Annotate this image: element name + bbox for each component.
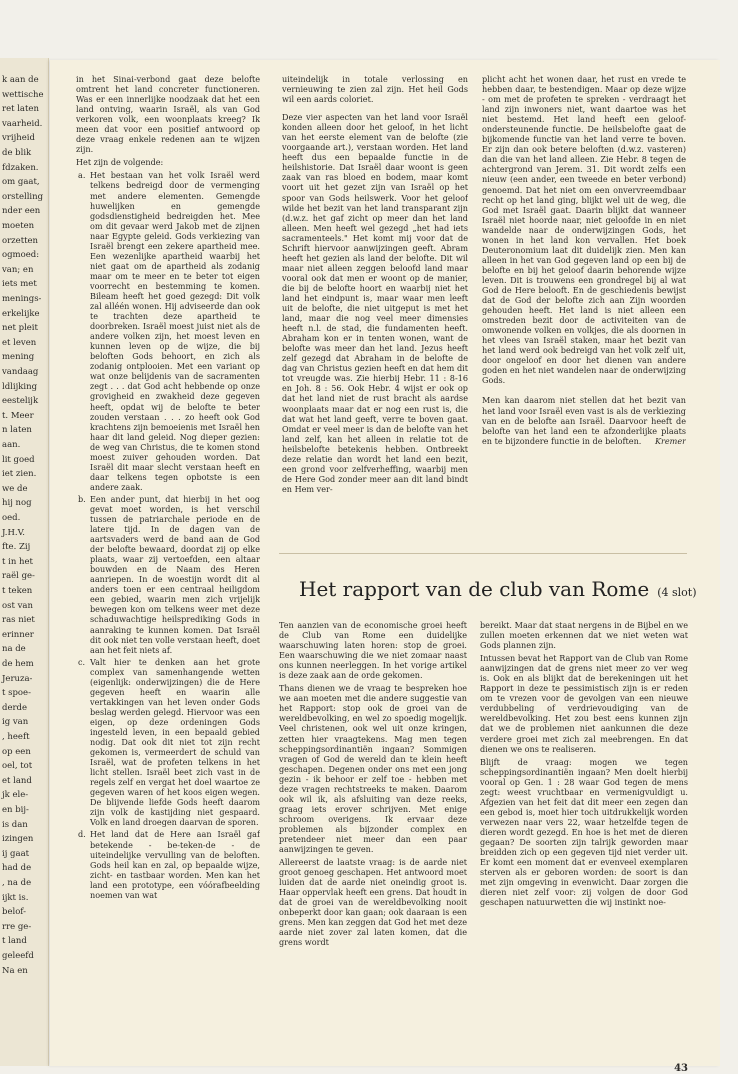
column-1-list-item <box>76 829 260 899</box>
previous-page-fragment: t in het <box>2 556 33 567</box>
article-title: Het rapport van de club van Rome <box>299 577 650 601</box>
previous-page-fragment: jk ele- <box>2 790 29 801</box>
column-4-para-3: Allereerst de laatste vraag: is de aarde niet groot genoeg geschapen. Het antwoord moet luiden dat de aarde niet oneindig groot is. Haar oppervlak heeft een grens. Dat houdt in dat de groei van de wereldbevolking nooit onbeperkt door kan gaan; ook daaraan is een grens. Men kan zeggen dat God het met deze aarde niet zover zal laten komen, dat die grens wordt <box>279 857 467 948</box>
list-item-label: d. <box>78 829 86 840</box>
previous-page-fragment: ogmoed: <box>2 250 40 261</box>
previous-page-fragment: et leven <box>2 337 37 348</box>
previous-page-fragment: mening <box>2 352 35 363</box>
previous-page-fragment: na de <box>2 644 26 655</box>
previous-page-fragment: belof- <box>2 907 27 918</box>
previous-page-fragment: geleefd <box>2 951 34 961</box>
column-2-para-1: uiteindelijk in totale verlossing en vernieuwing te zien zal zijn. Het heil Gods wil een aards coloriet. <box>282 74 468 105</box>
column-3 <box>482 74 686 546</box>
column-4 <box>279 620 467 1040</box>
previous-page-fragment: wettische <box>2 89 44 100</box>
column-2 <box>282 74 468 540</box>
previous-page-fragment: om gaat, <box>2 177 40 188</box>
previous-page-fragment: ret laten <box>2 104 39 115</box>
previous-page-fragment: , na de <box>2 878 32 888</box>
previous-page-fragment: t teken <box>2 586 33 596</box>
article-author: Kremer <box>654 435 686 446</box>
previous-page-fragment: ras niet <box>2 615 35 626</box>
previous-page-fragment: hij nog <box>2 498 32 509</box>
previous-page-fragment: is dan <box>2 819 28 830</box>
column-1-list <box>76 170 260 899</box>
previous-page-fragment: rre ge- <box>2 921 32 932</box>
column-5-para-2: Intussen bevat het Rapport van de Club van Rome aanwijzingen dat de grens niet meer zo ver weg is. Ook en als blijkt dat de berekeningen uit het Rapport in deze te pessimistisch zijn is er reden om te vrezen voor de gevolgen van een nieuwe verdubbeling of verdrievoudiging van de wereldbevolking. Het zou best eens kunnen zijn dat we de problemen niet aankunnen die deze verdere groei met zich zal meebrengen. En dat dienen we ons te realiseren. <box>480 653 688 754</box>
previous-page-fragment: ost van <box>2 600 33 611</box>
column-5-para-1: bereikt. Maar dat staat nergens in de Bijbel en we zullen moeten erkennen dat we niet weten wat Gods plannen zijn. <box>480 620 688 651</box>
previous-page-fragment: vaarheid. <box>2 118 43 129</box>
list-item-label: b. <box>78 493 86 504</box>
previous-page-fragment: fte. Zij <box>2 542 31 553</box>
column-1-intro: in het Sinai-verbond gaat deze belofte omtrent het land concreter functioneren. Was er een innerlijke noodzaak dat het een land ontving, waarin Israël, als van God verkoren volk, een woonplaats kreeg? Ik meen dat voor een positief antwoord op deze vraag enkele redenen aan te wijzen zijn. <box>76 74 260 155</box>
previous-page-fragment: oed. <box>2 513 21 523</box>
previous-page-fragment: ig van <box>2 717 29 728</box>
previous-page-fragment: Na en <box>2 965 28 976</box>
column-4-para-2: Thans dienen we de vraag te bespreken hoe we aan moeten met die andere suggestie van het Rapport: stop ook de groei van de wereldbevolking, en wel zo spoedig mogelijk. Veel christenen, ook wel uit onze kringen, zetten hier vraagtekens. Mag men tegen scheppingsordinantiën ingaan? Sommigen vragen of God de wereld dan te klein heeft geschapen. Degenen onder ons met een jong gezin - ik behoor er zelf toe - hebben met deze vragen rechtstreeks te maken. Daarom ook wil ik, als afsluiting van deze reeks, graag iets erover schrijven. Met enige schroom overigens. Ik ervaar deze problemen als bijzonder complex en pretendeer niet meer dan een paar aanwijzingen te geven. <box>279 683 467 855</box>
previous-page-fragment: en bij- <box>2 805 29 815</box>
previous-page-fragment: de hem <box>2 659 34 669</box>
section-divider <box>279 553 687 554</box>
previous-page-fragment: Jeruza- <box>2 673 33 684</box>
previous-page-fragment: orzetten <box>2 235 39 246</box>
previous-page-fragment: oel, tot <box>2 761 33 772</box>
previous-page-strip <box>0 58 49 1066</box>
previous-page-fragment: net pleit <box>2 323 38 334</box>
previous-page-fragment: iet zien. <box>2 469 37 480</box>
list-item-text: Het land dat de Here aan Israël gaf betekende - be-teken-de - de uiteindelijke vervulling van de beloften. Gods heil kan en zal, op bepaalde wijze, zicht- en tastbaar worden. Men kan het land een prototype, een vóórafbeelding noemen van wat <box>90 829 260 900</box>
column-3-para-2-text: Men kan daarom niet stellen dat het bezit van het land voor Israël even vast is als de verkiezing van en de belofte aan Israël. Daarvoor heeft de belofte van het land een te afzonderlijke plaats en te bijzondere functie in de beloften. <box>482 395 686 446</box>
previous-page-fragment: t. Meer <box>2 410 34 421</box>
previous-page-fragment: we de <box>2 483 28 494</box>
list-item-label: c. <box>78 656 86 667</box>
previous-page-fragment: et land <box>2 775 32 786</box>
previous-page-fragment: k aan de <box>2 75 39 85</box>
previous-page-fragment: izingen <box>2 834 34 845</box>
magazine-page <box>50 60 720 1074</box>
previous-page-fragment: ij gaat <box>2 848 30 859</box>
column-3-para-1: plicht acht het wonen daar, het rust en vrede te hebben daar, te bestendigen. Maar op deze wijze - om met de profeten te spreken - verdraagt het land zijn inwoners niet, want daartoe was het niet bestemd. Het land heeft een geloof-ondersteunende functie. De heilsbelofte gaat de bijkomende functie van het land verre te boven. Er zijn dan ook betere beloften (d.w.z. vasteren) dan die van het land alleen. Zie Hebr. 8 tegen de achtergrond van Jerem. 31. Dit wordt zelfs een nieuw (een ander, een tweede en beter verbond) genoemd. Dat het niet om een onvervreemdbaar recht op het land ging, blijkt wel uit de weg, die God met Israël gaat. Daarin blijkt dat wanneer Israël niet hoorde naar, niet geloofde in en niet wandelde naar de onderwijzingen Gods, het wonen in het land kon vervallen. Het boek Deuteronomium laat dit duidelijk zien. Men kan alleen in het van God gegeven land op een bij de belofte en bij het geloof daarin behorende wijze leven. Dit is trouwens een grondregel bij al wat God de Here belooft. En de geschiedenis bewijst dat de God der belofte zich aan Zijn woorden gehouden heeft. Het land is niet alleen een omstreden bezit door de activiteiten van de omwonende volken en volkjes, die als doornen in het vlees van Israël staken, maar het bezit van het land werd ook bedreigd van het volk zelf uit, door ongeloof en door het dienen van andere goden en het niet wandelen naar de onderwijzing Gods. <box>482 74 686 386</box>
previous-page-fragment: raël ge- <box>2 571 35 582</box>
previous-page-fragment: iets met <box>2 279 37 290</box>
column-5-para-3: Blijft de vraag: mogen we tegen scheppingsordinantiën ingaan? Men doelt hierbij vooral op Gen. 1 : 28 waar God tegen de mens zegt: weest vruchtbaar en vermenigvuldigt u. Afgezien van het feit dat dit meer een zegen dan een gebod is, moet hier toch uitdrukkelijk worden verwezen naar vers 22, waar hetzelfde tegen de dieren wordt gezegd. En hoe is het met de dieren gegaan? De soorten zijn talrijk geworden maar breidden zich op een gegeven tijd niet verder uit. Er komt een moment dat er evenveel exemplaren sterven als er geboren worden: de soort is dan met zijn omgeving in evenwicht. Daar zorgen die dieren niet zelf voor: zij volgen de door God geschapen natuurwetten die wij instinkt noe- <box>480 756 688 908</box>
column-2-para-2: Deze vier aspecten van het land voor Israël konden alleen door het geloof, in het licht van het eerste element van de belofte (zie voorgaande art.), verstaan worden. Het land heeft dus een bepaalde functie in de heilshistorie. Dat Israël daar woont is geen zaak van ras bloed en bodem, maar komt voort uit het gezet zijn van Israël op het spoor van Gods heilswerk. Voor het geloof wilde het bezit van het land transparant zijn (d.w.z. het gaf zicht op meer dan het land alleen. Men heeft wel gezegd „het had iets sacramenteels." Het komt mij voor dat de Schrift hiervoor aanwijzingen geeft. Abram heeft het gezien als land der belofte. Dit wil maar niet alleen zeggen beloofd land maar vooral ook dat men er woont op de manier, die bij de belofte hoort en waarbij niet het land het eindpunt is, maar waar men leeft uit de belofte, die niet uitgeput is met het land, maar die nog veel meer dimensies heeft n.l. de stad, die fundamenten heeft. Abraham kon er in tenten wonen, want de belofte was meer dan het land. Jezus heeft zelf gezegd dat Abraham in de belofte de dag van Christus gezien heeft en dat hem dit tot vreugde was. Zie hierbij Hebr. 11 : 8-16 en Joh. 8 : 56. Ook Hebr. 4 wijst er ook op dat het land niet de rust bracht als aardse woonplaats maar dat er nog een rust is, die dat wat het land geeft, verre te boven gaat. Omdat er veel meer is dan de belofte van het land zelf, kan het alleen in relatie tot de heilsbelofte betekenis hebben. Ontbreekt deze relatie dan wordt het land een bezit, een grond voor zelfverheffing, waarbij men de Here God zonder meer aan dit land bindt en Hem ver- <box>282 112 468 494</box>
previous-page-fragment: erinner <box>2 629 34 640</box>
column-1-lead: Het zijn de volgende: <box>76 157 164 168</box>
previous-page-fragment: moeten <box>2 221 35 231</box>
previous-page-fragment: vrijheid <box>2 133 35 144</box>
previous-page-fragment: t land <box>2 936 27 947</box>
previous-page-fragment: J.H.V. <box>2 527 25 538</box>
previous-page-fragment: menings- <box>2 294 42 304</box>
previous-page-fragment: , heeft <box>2 732 30 742</box>
column-1-list-item <box>76 657 260 828</box>
previous-page-fragment: orstelling <box>2 191 44 202</box>
previous-page-fragment: aan. <box>2 440 21 450</box>
column-1-list-item <box>76 494 260 655</box>
previous-page-fragment: ldlijking <box>2 381 38 392</box>
list-item-text: Het bestaan van het volk Israël werd telkens bedreigd door de vermenging met andere elementen. Gemengde huwelijken en gemengde godsdienstigheid bedreigden het. Mee om dit gevaar werd Jakob met de zijnen naar Egypte geleid. Gods verkiezing van Israël brengt een zekere apartheid mee. Een wezenlijke apartheid waarbij het niet gaat om de apartheid als zodanig maar om te meer en te beter tot eigen voorrecht en bestemming te komen. Bileam heeft het goed gezegd: Dit volk zal alléén wonen. Hij adviseerde dan ook te trachten deze apartheid te doorbreken. Israël moest juist niet als de andere volken zijn, het moest leven en kunnen leven op de wijze, die bij beloften Gods behoort, en zich als zodanig ontplooien. Met een variant op wat onze belijdenis van de sacramenten zegt . . . dat God acht hebbende op onze grovigheid en zwakheid deze gegeven heeft, opdat wij de belofte te beter zouden verstaan . . . zo heeft ook God krachtens zijn bemoeienis met Israël hen haar dit land geleid. Nog dieper gezien: de weg van Christus, die te komen stond moest zuiver gehouden worden. Dat Israël dit maar slecht verstaan heeft en daar telkens tegen opbotste is een andere zaak. <box>90 170 260 492</box>
previous-page-fragment: van; en <box>2 264 34 275</box>
list-item-text: Valt hier te denken aan het grote complex van samenhangende wetten (eigenlijk: onderwijzingen) die de Here gegeven heeft en waarin alle vertakkingen van het leven onder Gods beslag werden gelegd. Hiervoor was een eigen, op deze ordeningen Gods ingesteld leven, in een bepaald gebied nodig. Dat ook dit niet tot zijn recht gekomen is, vermeerdert de schuld van Israël, wat de profeten telkens in het licht stellen. Israël beet zich vast in de regels zelf en vergat het doel waartoe ze gegeven waren of het koos eigen wegen. De blijvende liefde Gods heeft daarom zijn volk de kastijding niet gespaard. Volk en land droegen daarvan de sporen. <box>90 656 260 828</box>
column-3-para-2 <box>482 395 686 445</box>
previous-page-fragment: fdzaken. <box>2 162 39 173</box>
article-subtitle: (4 slot) <box>657 586 697 599</box>
page-number: 43 <box>674 1063 688 1074</box>
previous-page-fragment: lit goed <box>2 454 35 465</box>
column-4-para-1: Ten aanzien van de economische groei heeft de Club van Rome een duidelijke waarschuwing laten horen: stop de groei. Een waarschuwing die we niet zomaar naast ons kunnen neerleggen. In het vorige artikel is deze zaak aan de orde gekomen. <box>279 620 467 681</box>
previous-page-fragment: vandaag <box>2 367 39 377</box>
column-5 <box>480 620 688 1060</box>
previous-page-fragment: ijkt is. <box>2 892 29 903</box>
column-1 <box>76 74 260 944</box>
previous-page-fragment: nder een <box>2 206 41 217</box>
previous-page-fragment: eestelijk <box>2 396 39 407</box>
previous-page-fragment: had de <box>2 863 32 874</box>
previous-page-fragment: n laten <box>2 425 32 436</box>
list-item-label: a. <box>78 170 86 181</box>
column-1-list-item <box>76 170 260 492</box>
list-item-text: Een ander punt, dat hierbij in het oog gevat moet worden, is het verschil tussen de patriarchale periode en de latere tijd. In de dagen van de aartsvaders werd de band aan de God der belofte bewaard, doordat zij op elke plaats, waar zij vertoefden, een altaar bouwden en de Naam des Heren aanriepen. In de woestijn wordt dit al anders toen er een centraal heiligdom een gebied, waarin men zich vrijelijk bewegen kon om telkens weer met deze schaduwachtige heilsprediking Gods in aanraking te kunnen komen. Dat Israël dit ook niet ten volle verstaan heeft, doet aan het feit niets af. <box>90 493 260 655</box>
previous-page-fragment: de blik <box>2 148 32 158</box>
previous-page-fragment: erkelijke <box>2 308 40 319</box>
previous-page-fragment: op een <box>2 746 31 757</box>
previous-page-fragment: t spoe- <box>2 688 31 699</box>
previous-page-fragment: derde <box>2 702 28 713</box>
article-headline <box>299 577 697 601</box>
